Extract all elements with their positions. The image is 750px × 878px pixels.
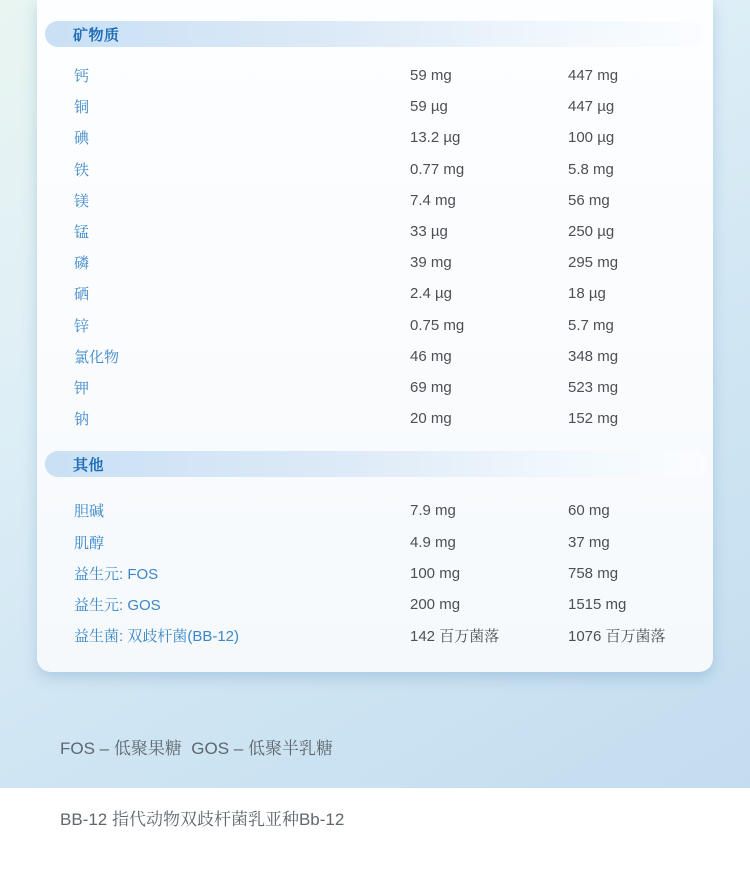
- row-value-col1: 33 µg: [410, 223, 448, 241]
- row-label: 铜: [74, 99, 90, 117]
- nutrition-section: [37, 21, 713, 434]
- table-row: [37, 620, 713, 651]
- table-row: [37, 216, 713, 247]
- row-label: 碘: [74, 130, 90, 148]
- footnote-line-1: FOS – 低聚果糖 GOS – 低聚半乳糖: [60, 739, 333, 758]
- section-header-pill: [45, 21, 706, 47]
- row-value-col2: 100 µg: [568, 129, 615, 147]
- section-rows: [37, 495, 713, 651]
- nutrition-section: [37, 451, 713, 651]
- row-value-col2: 152 mg: [568, 410, 619, 428]
- row-value-col2: 348 mg: [568, 347, 619, 365]
- row-value-col2: 37 mg: [568, 533, 610, 551]
- row-value-col1: 142 百万菌落: [410, 628, 500, 646]
- row-value-col1: 46 mg: [410, 347, 452, 365]
- row-value-col2: 250 µg: [568, 223, 615, 241]
- section-title: 矿物质: [73, 26, 120, 44]
- row-value-col1: 39 mg: [410, 254, 452, 272]
- row-label: 硒: [74, 286, 90, 304]
- table-row: [37, 185, 713, 216]
- table-row: [37, 589, 713, 620]
- row-value-col1: 59 µg: [410, 98, 448, 116]
- row-value-col1: 59 mg: [410, 67, 452, 85]
- row-value-col1: 0.77 mg: [410, 160, 465, 178]
- row-label: 钠: [74, 411, 90, 429]
- row-label: 肌醇: [74, 534, 105, 552]
- row-label: 氯化物: [74, 348, 120, 366]
- row-value-col2: 18 µg: [568, 285, 606, 303]
- row-label: 胆碱: [74, 503, 105, 521]
- row-value-col2: 523 mg: [568, 378, 619, 396]
- table-row: [37, 154, 713, 185]
- row-value-col2: 1515 mg: [568, 595, 627, 613]
- table-row: [37, 372, 713, 403]
- table-row: [37, 60, 713, 91]
- row-label: 钙: [74, 68, 90, 86]
- row-value-col1: 69 mg: [410, 378, 452, 396]
- table-row: [37, 122, 713, 153]
- row-value-col1: 200 mg: [410, 595, 461, 613]
- table-row: [37, 495, 713, 526]
- table-row: [37, 341, 713, 372]
- table-row: [37, 247, 713, 278]
- row-value-col1: 7.4 mg: [410, 191, 456, 209]
- row-value-col1: 4.9 mg: [410, 533, 456, 551]
- row-value-col2: 295 mg: [568, 254, 619, 272]
- row-value-col2: 56 mg: [568, 191, 610, 209]
- section-title: 其他: [73, 456, 105, 474]
- row-value-col1: 13.2 µg: [410, 129, 461, 147]
- table-row: [37, 526, 713, 557]
- row-label: 益生元: GOS: [74, 596, 161, 614]
- footnotes-block: [60, 690, 344, 878]
- row-value-col2: 5.7 mg: [568, 316, 614, 334]
- row-value-col1: 7.9 mg: [410, 502, 456, 520]
- row-label: 益生菌: 双歧杆菌(BB-12): [74, 628, 240, 646]
- table-row: [37, 310, 713, 341]
- nutrition-card: [37, 0, 713, 672]
- table-row: [37, 403, 713, 434]
- row-value-col1: 20 mg: [410, 410, 452, 428]
- row-label: 益生元: FOS: [74, 565, 159, 583]
- row-value-col2: 5.8 mg: [568, 160, 614, 178]
- row-value-col1: 2.4 µg: [410, 285, 453, 303]
- row-value-col2: 447 µg: [568, 98, 615, 116]
- row-value-col2: 1076 百万菌落: [568, 628, 666, 646]
- row-value-col2: 60 mg: [568, 502, 610, 520]
- table-row: [37, 558, 713, 589]
- row-label: 锌: [74, 317, 90, 335]
- table-row: [37, 278, 713, 309]
- row-label: 锰: [74, 224, 90, 242]
- section-header-pill: [45, 451, 706, 477]
- table-row: [37, 91, 713, 122]
- row-label: 铁: [74, 161, 90, 179]
- row-label: 镁: [74, 192, 90, 210]
- row-label: 磷: [74, 255, 90, 273]
- footnote-line-2: BB-12 指代动物双歧杆菌乳亚种Bb-12: [60, 809, 345, 829]
- section-rows: [37, 60, 713, 434]
- row-value-col1: 0.75 mg: [410, 316, 465, 334]
- row-label: 钾: [74, 379, 90, 397]
- row-value-col2: 447 mg: [568, 67, 619, 85]
- row-value-col1: 100 mg: [410, 564, 461, 582]
- row-value-col2: 758 mg: [568, 564, 619, 582]
